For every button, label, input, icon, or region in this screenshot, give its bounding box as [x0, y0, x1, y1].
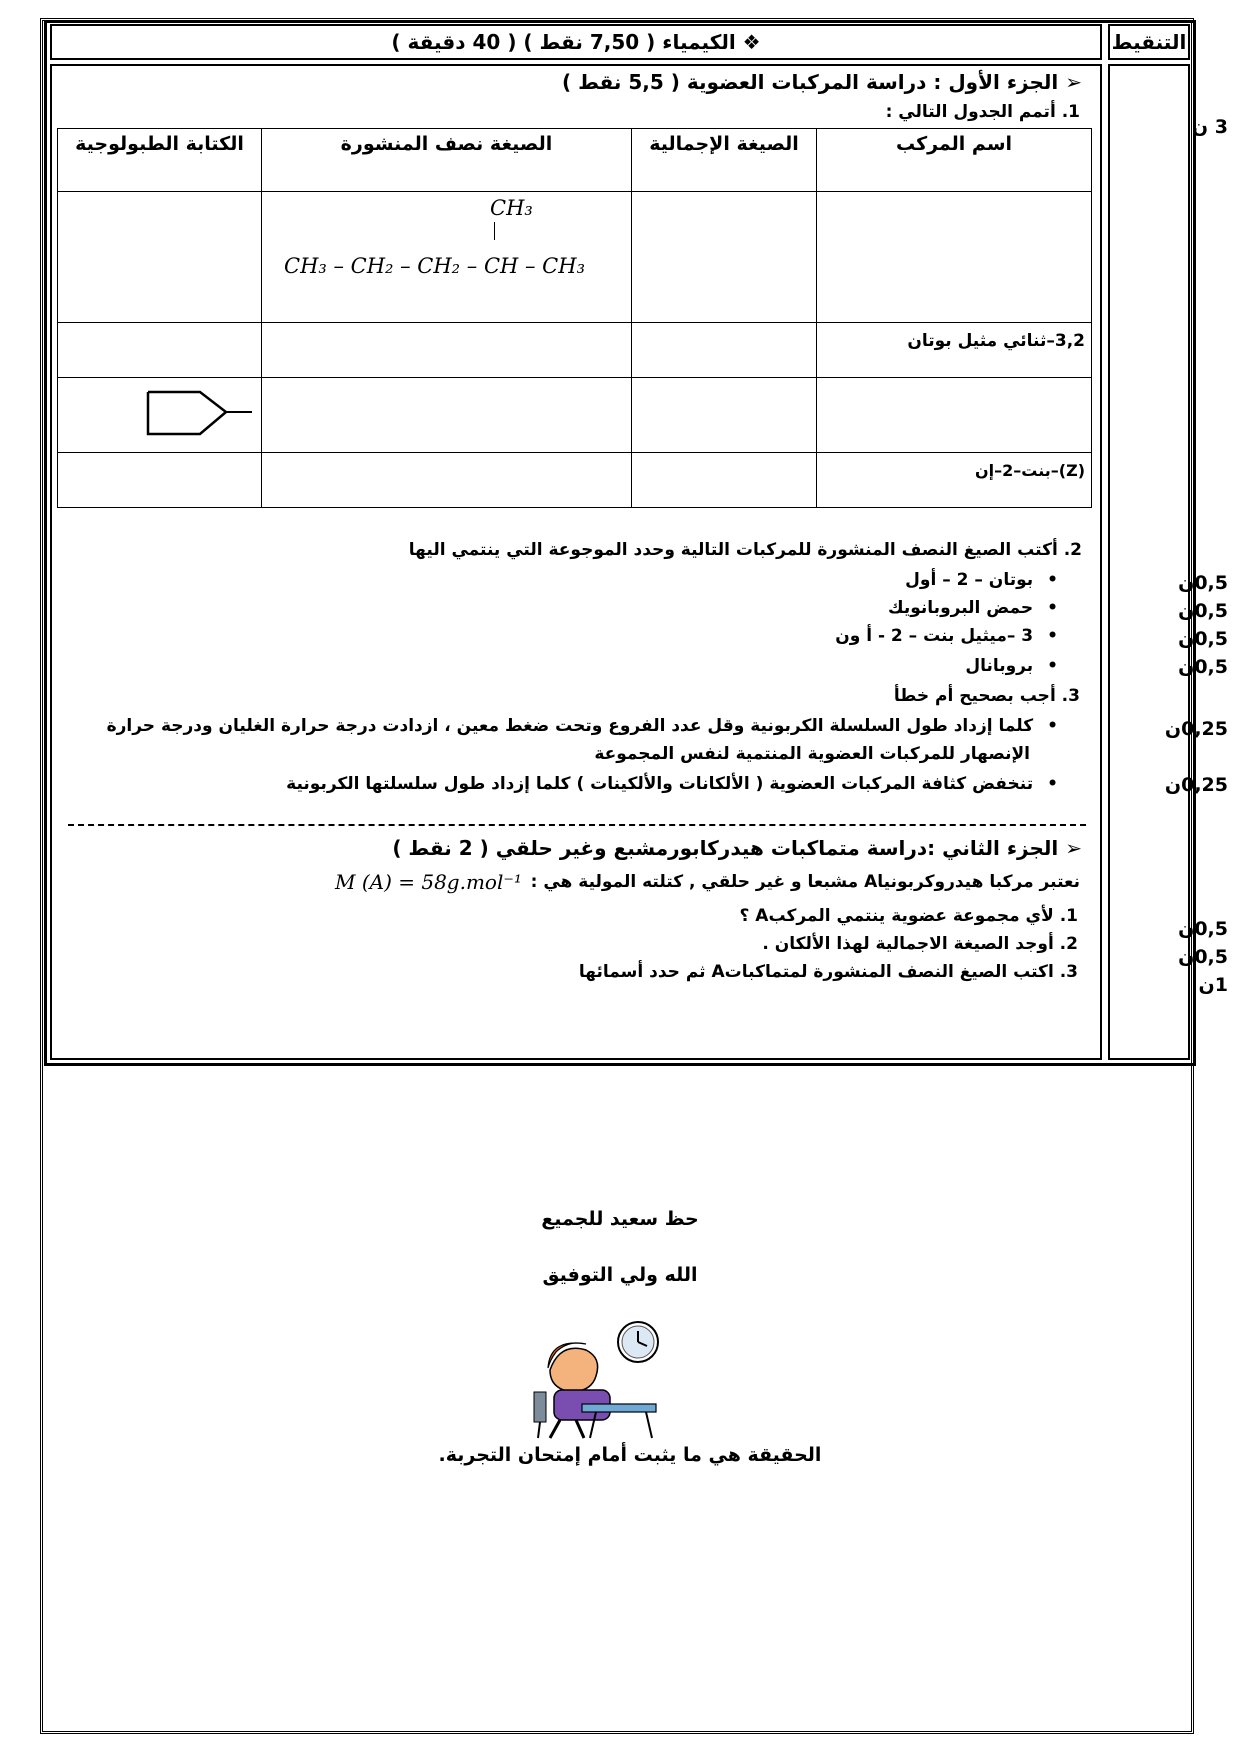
main-chain-formula: CH₃ – CH₂ – CH₂ – CH – CH₃: [284, 254, 585, 279]
part2-title: ➢ الجزء الثاني :دراسة متماكبات هيدركابورمشبع وغير حلقي ( 2 نقط ): [392, 836, 1082, 860]
cell-semi-structural-1: [262, 192, 632, 322]
cell-semi-structural-2: [262, 322, 632, 377]
cell-name-2: 3,2–ثنائي مثيل بوتان: [817, 322, 1092, 377]
molar-mass-formula: M (A) = 58g.mol⁻¹: [335, 870, 522, 894]
grade-q3-item-1: 0,25ن: [1164, 718, 1228, 740]
cell-semi-structural-3: [262, 377, 632, 452]
grade-part2-q2: 0,5ن: [1178, 946, 1228, 968]
grade-q2-item-4: 0,5ن: [1178, 656, 1228, 678]
q2-item-3: • 3 –ميثيل بنت – 2 - أ ون: [835, 626, 1058, 646]
table-row: [58, 377, 1092, 452]
q3-item-2: • تنخفض كثافة المركبات العضوية ( الألكانات والألكينات ) كلما إزداد طول سلسلتها الكربونية: [286, 774, 1058, 794]
part2-q3: 3. اكتب الصيغ النصف المنشورة لمتماكباتA ثم حدد أسمائها: [578, 962, 1078, 982]
q2-item-4: • بروبانال: [965, 656, 1058, 676]
cell-topological-3: [58, 377, 262, 452]
branch-bond: [494, 222, 495, 240]
part2-q2: 2. أوجد الصيغة الاجمالية لهذا الألكان .: [762, 934, 1078, 954]
part1-title: ➢ الجزء الأول : دراسة المركبات العضوية ( 5,5 نقط ): [562, 70, 1082, 94]
grade-q3-item-2: 0,25ن: [1164, 774, 1228, 796]
cell-topological-2: [58, 322, 262, 377]
header-semi-structural: الصيغة نصف المنشورة: [262, 129, 632, 192]
good-luck-text: حظ سعيد للجميع: [541, 1208, 699, 1230]
cell-semi-structural-4: [262, 452, 632, 507]
cell-formula-3: [632, 377, 817, 452]
cell-name-3: [817, 377, 1092, 452]
compounds-table: [57, 128, 1092, 508]
grade-q2-item-1: 0,5ن: [1178, 572, 1228, 594]
cell-topological-4: [58, 452, 262, 507]
header-topological: الكتابة الطبولوجية: [58, 129, 262, 192]
closing-quote: الحقيقة هي ما يثبت أمام إمتحان التجربة.: [438, 1444, 822, 1466]
table-row: [58, 192, 1092, 322]
cell-name-4: (Z)–بنت–2–إن: [817, 452, 1092, 507]
part1-q1: 1. أتمم الجدول التالي :: [885, 102, 1080, 122]
cell-formula-1: [632, 192, 817, 322]
topological-structure-drawing: [138, 384, 258, 448]
grade-q2-item-3: 0,5ن: [1178, 628, 1228, 650]
q3-item-1: • كلما إزداد طول السلسلة الكربونية وقل عدد الفروع وتحت ضغط معين ، ازدادت درجة حرارة الغليان ودرجة حرارة: [107, 716, 1058, 736]
student-thinking-illustration: [520, 1318, 670, 1440]
grades-column: [1108, 64, 1190, 1060]
q2-item-1: • بوتان – 2 – أول: [905, 570, 1058, 590]
q2-item-2: • حمض البروبانويك: [888, 598, 1058, 618]
exam-header-title: ❖ الكيمياء ( 7,50 نقط ) ( 40 دقيقة ): [50, 24, 1102, 60]
table-row: [58, 322, 1092, 377]
part1-q2: 2. أكتب الصيغ النصف المنشورة للمركبات التالية وحدد الموجوعة التي ينتمي اليها: [408, 540, 1082, 560]
part2-q1: 1. لأي مجموعة عضوية ينتمي المركبA ؟: [739, 906, 1078, 926]
grade-q2-item-2: 0,5ن: [1178, 600, 1228, 622]
header-compound-name: اسم المركب: [817, 129, 1092, 192]
cell-name-1: [817, 192, 1092, 322]
cell-topological-1: [58, 192, 262, 322]
table-header-row: [58, 129, 1092, 192]
grade-column-header: التنقيط: [1108, 24, 1190, 60]
q3-item-1-cont: الإنصهار للمركبات العضوية المنتمية لنفس المجموعة: [594, 744, 1030, 764]
cell-formula-4: [632, 452, 817, 507]
branch-ch3: CH₃: [490, 196, 533, 221]
blessing-text: الله ولي التوفيق: [542, 1264, 698, 1286]
grade-part2-q3: 1ن: [1198, 974, 1228, 996]
header-molecular-formula: الصيغة الإجمالية: [632, 129, 817, 192]
part1-q3: 3. أجب بصحيح أم خطأ: [893, 686, 1080, 706]
part2-intro: نعتبر مركبا هيدروكربونياA مشبعا و غير حلقي , كتلته المولية هي :: [530, 872, 1080, 892]
table-row: [58, 452, 1092, 507]
grade-part2-q1: 0,5ن: [1178, 918, 1228, 940]
grade-part1-q1: 3 ن: [1191, 116, 1228, 138]
cell-formula-2: [632, 322, 817, 377]
section-divider: [68, 824, 1086, 826]
